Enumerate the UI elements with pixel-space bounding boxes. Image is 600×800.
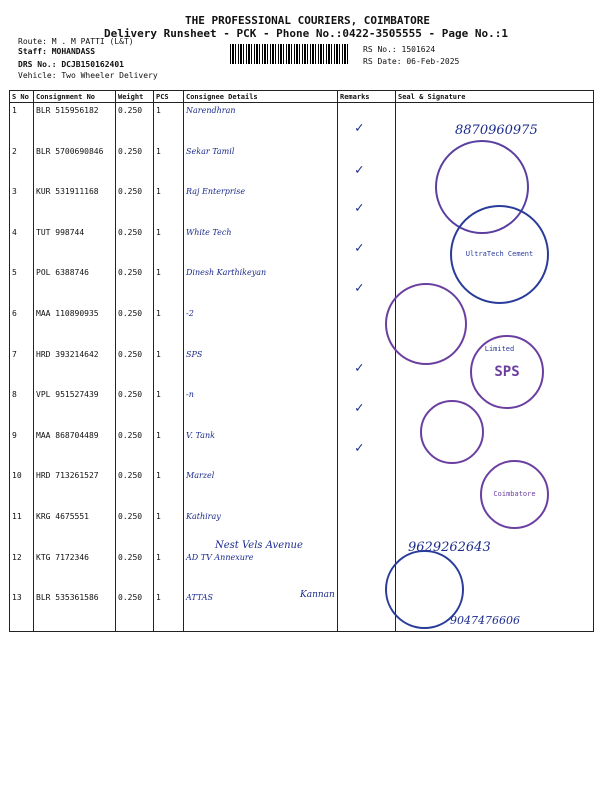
consignment-cell: TUT 998744 [34,225,116,266]
vehicle-text: Vehicle: Two Wheeler Delivery [18,71,158,80]
weight-cell: 0.250 [116,103,154,144]
rs-date: RS Date: 06-Feb-2025 [363,57,460,66]
consignee-cell: Raj Enterprise [184,184,338,225]
weight-cell: 0.250 [116,509,154,550]
ultratech-stamp: UltraTech Cement Limited [450,205,549,304]
consignment-cell: MAA 868704489 [34,428,116,469]
pcs-cell: 1 [154,387,184,428]
pcs-cell: 1 [154,265,184,306]
col-header: Seal & Signature [396,91,594,103]
sno-cell: 1 [10,103,34,144]
consignment-cell: VPL 951527439 [34,387,116,428]
sno-cell: 12 [10,550,34,591]
remarks-cell [338,103,396,144]
consignee-cell: V. Tank [184,428,338,469]
tick-mark: ✓ [355,162,364,178]
handwritten-note: Kannan [300,590,335,600]
pcs-cell: 1 [154,144,184,185]
col-header: S No [10,91,34,103]
consignee-cell: AD TV Annexure [184,550,338,591]
pcs-cell: 1 [154,468,184,509]
round-stamp [420,400,484,464]
pcs-cell: 1 [154,509,184,550]
consignment-cell: KRG 4675551 [34,509,116,550]
consignee-cell: Dinesh Karthikeyan [184,265,338,306]
sno-cell: 5 [10,265,34,306]
sno-cell: 8 [10,387,34,428]
col-header: Consignee Details [184,91,338,103]
col-header: PCS [154,91,184,103]
tick-mark: ✓ [355,360,364,376]
consignment-cell: BLR 535361586 [34,590,116,631]
sno-cell: 2 [10,144,34,185]
sno-cell: 6 [10,306,34,347]
drs-number: DRS No.: DCJB150162401 [18,60,124,69]
consignee-cell: Sekar Tamil [184,144,338,185]
sno-cell: 4 [10,225,34,266]
weight-cell: 0.250 [116,428,154,469]
pcs-cell: 1 [154,184,184,225]
pcs-cell: 1 [154,550,184,591]
weight-cell: 0.250 [116,144,154,185]
consignment-cell: BLR 515956182 [34,103,116,144]
remarks-cell [338,265,396,306]
consignment-cell: HRD 713261527 [34,468,116,509]
pcs-cell: 1 [154,347,184,388]
tick-mark: ✓ [355,400,364,416]
weight-cell: 0.250 [116,387,154,428]
sps-stamp: SPS [470,335,544,409]
table-header-row [10,91,594,103]
weight-cell: 0.250 [116,184,154,225]
weight-cell: 0.250 [116,550,154,591]
weight-cell: 0.250 [116,306,154,347]
sno-cell: 10 [10,468,34,509]
coimbatore-stamp: Coimbatore [480,460,549,529]
remarks-cell [338,184,396,225]
pcs-cell: 1 [154,225,184,266]
round-stamp [385,550,464,629]
remarks-cell [338,347,396,388]
rs-number: RS No.: 1501624 [363,45,436,54]
consignment-cell: MAA 110890935 [34,306,116,347]
weight-cell: 0.250 [116,225,154,266]
tick-mark: ✓ [355,440,364,456]
weight-cell: 0.250 [116,347,154,388]
company-title: THE PROFESSIONAL COURIERS, COIMBATORE [185,14,431,27]
handwritten-phone: 8870960975 [455,123,538,138]
remarks-cell [338,509,396,550]
tick-mark: ✓ [355,280,364,296]
route-text: Route: M . M PATTI (L&T) [18,37,134,46]
consignment-cell: POL 6388746 [34,265,116,306]
consignment-cell: HRD 393214642 [34,347,116,388]
consignee-cell: Narendhran [184,103,338,144]
consignee-cell: White Tech [184,225,338,266]
remarks-cell [338,225,396,266]
consignment-cell: KTG 7172346 [34,550,116,591]
pcs-cell: 1 [154,103,184,144]
table-row [10,550,594,591]
consignee-cell: Marzel [184,468,338,509]
pcs-cell: 1 [154,590,184,631]
sno-cell: 7 [10,347,34,388]
pcs-cell: 1 [154,306,184,347]
consignment-cell: BLR 5700690846 [34,144,116,185]
runsheet-title: Delivery Runsheet - PCK - Phone No.:0422-3505555 - Page No.:1 [104,27,508,40]
remarks-cell [338,387,396,428]
weight-cell: 0.250 [116,265,154,306]
staff-text: Staff: MOHANDASS [18,47,96,56]
handwritten-phone: 9629262643 [408,540,491,555]
sno-cell: 9 [10,428,34,469]
sno-cell: 3 [10,184,34,225]
handwritten-phone: 9047476606 [450,614,520,627]
sno-cell: 11 [10,509,34,550]
round-stamp [385,283,467,365]
consignee-cell: -n [184,387,338,428]
remarks-cell [338,144,396,185]
tick-mark: ✓ [355,200,364,216]
consignee-cell: -2 [184,306,338,347]
remarks-cell [338,468,396,509]
consignee-cell: Kathiray [184,509,338,550]
col-header: Remarks [338,91,396,103]
barcode [230,44,350,64]
tick-mark: ✓ [355,120,364,136]
consignee-cell: SPS [184,347,338,388]
tick-mark: ✓ [355,240,364,256]
pcs-cell: 1 [154,428,184,469]
col-header: Consignment No [34,91,116,103]
sno-cell: 13 [10,590,34,631]
col-header: Weight [116,91,154,103]
consignment-cell: KUR 531911168 [34,184,116,225]
consignee-cell: ATTAS [184,590,338,631]
remarks-cell [338,428,396,469]
weight-cell: 0.250 [116,468,154,509]
handwritten-note: Nest Vels Avenue [215,540,303,551]
weight-cell: 0.250 [116,590,154,631]
